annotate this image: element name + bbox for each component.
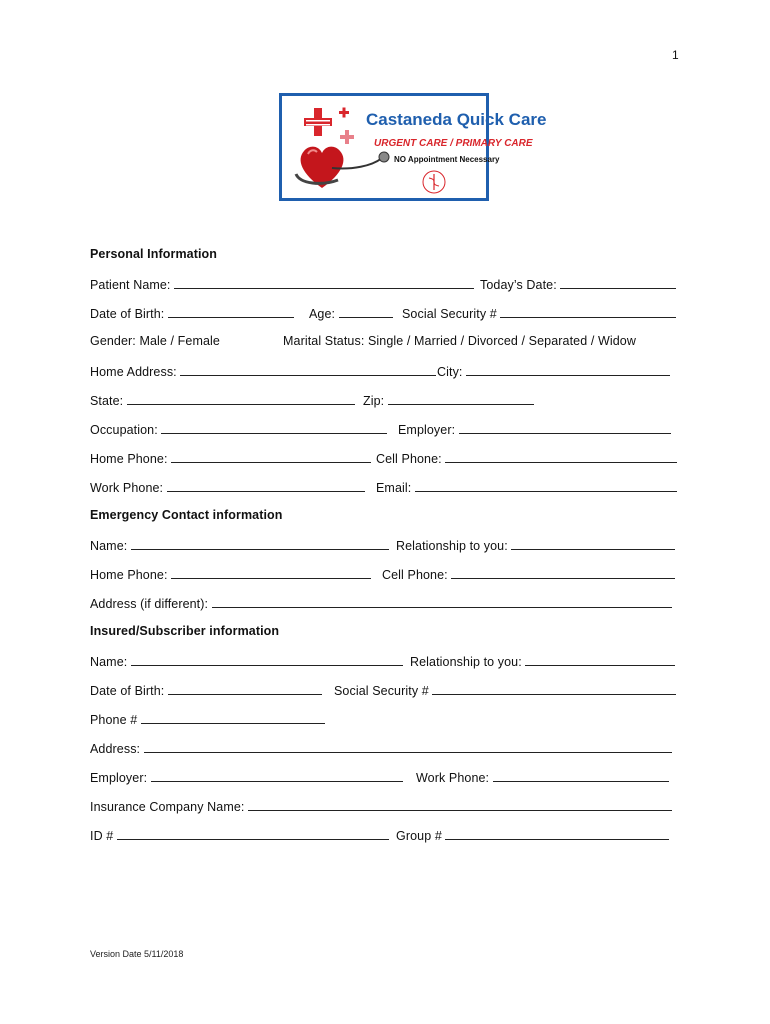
insured-work-phone-field[interactable] <box>416 769 669 785</box>
insured-dob-line <box>168 682 322 695</box>
occupation-field[interactable] <box>90 421 387 437</box>
section-heading-personal: Personal Information <box>90 247 218 261</box>
insured-employer-field[interactable] <box>90 769 403 785</box>
ssn-line <box>500 305 676 318</box>
todays-date-field[interactable] <box>480 276 676 292</box>
home-address-field[interactable] <box>90 363 436 379</box>
age-field[interactable] <box>309 305 393 321</box>
work-phone-label: Work Phone: <box>90 481 164 495</box>
employer-label: Employer: <box>398 423 456 437</box>
email-field[interactable] <box>376 479 677 495</box>
zip-line <box>388 392 534 405</box>
brand-note: NO Appointment Necessary <box>394 155 500 164</box>
insurance-company-field[interactable] <box>90 798 672 814</box>
group-number-label: Group # <box>396 829 442 843</box>
insured-name-field[interactable] <box>90 653 403 669</box>
insured-name-line <box>131 653 403 666</box>
insured-phone-field[interactable] <box>90 711 325 727</box>
patient-name-label: Patient Name: <box>90 278 171 292</box>
work-phone-field[interactable] <box>90 479 365 495</box>
insured-employer-line <box>151 769 403 782</box>
email-label: Email: <box>376 481 412 495</box>
age-label: Age: <box>309 307 336 321</box>
medical-cross-icon <box>304 108 332 136</box>
emergency-cell-phone-field[interactable] <box>382 566 675 582</box>
city-label: City: <box>437 365 463 379</box>
insured-name-label: Name: <box>90 655 128 669</box>
cell-phone-label: Cell Phone: <box>376 452 442 466</box>
cell-phone-field[interactable] <box>376 450 677 466</box>
home-phone-label: Home Phone: <box>90 452 168 466</box>
city-line <box>466 363 670 376</box>
emergency-relationship-label: Relationship to you: <box>396 539 508 553</box>
insured-ssn-label: Social Security # <box>334 684 429 698</box>
insured-relationship-line <box>525 653 675 666</box>
section-heading-insured: Insured/Subscriber information <box>90 624 280 638</box>
dob-line <box>168 305 294 318</box>
emergency-home-phone-line <box>171 566 371 579</box>
email-line <box>415 479 677 492</box>
emergency-address-field[interactable] <box>90 595 672 611</box>
small-cross-icon <box>340 130 354 144</box>
emergency-cell-phone-label: Cell Phone: <box>382 568 448 582</box>
dob-field[interactable] <box>90 305 294 321</box>
zip-field[interactable] <box>363 392 534 408</box>
emergency-relationship-field[interactable] <box>396 537 675 553</box>
group-number-field[interactable] <box>396 827 669 843</box>
insured-phone-label: Phone # <box>90 713 138 727</box>
home-phone-line <box>171 450 371 463</box>
zip-label: Zip: <box>363 394 385 408</box>
insurance-id-field[interactable] <box>90 827 389 843</box>
home-phone-field[interactable] <box>90 450 371 466</box>
insured-dob-field[interactable] <box>90 682 322 698</box>
page-number: 1 <box>672 48 679 62</box>
state-field[interactable] <box>90 392 355 408</box>
emergency-home-phone-label: Home Phone: <box>90 568 168 582</box>
gender-field[interactable]: Gender: Male / Female <box>90 334 220 348</box>
emergency-address-label: Address (if different): <box>90 597 209 611</box>
occupation-line <box>161 421 387 434</box>
employer-line <box>459 421 671 434</box>
home-address-label: Home Address: <box>90 365 177 379</box>
dob-label: Date of Birth: <box>90 307 165 321</box>
logo-graphic <box>282 96 547 198</box>
marital-status-field[interactable]: Marital Status: Single / Married / Divorced / Separated / Widow <box>283 334 636 348</box>
home-address-line <box>180 363 436 376</box>
patient-name-line <box>174 276 474 289</box>
brand-tagline: URGENT CARE / PRIMARY CARE <box>374 138 533 149</box>
insured-employer-label: Employer: <box>90 771 148 785</box>
insurance-id-label: ID # <box>90 829 114 843</box>
insured-address-label: Address: <box>90 742 141 756</box>
section-heading-emergency: Emergency Contact information <box>90 508 283 522</box>
insured-work-phone-label: Work Phone: <box>416 771 490 785</box>
insurance-id-line <box>117 827 389 840</box>
insured-relationship-label: Relationship to you: <box>410 655 522 669</box>
emergency-name-label: Name: <box>90 539 128 553</box>
insured-relationship-field[interactable] <box>410 653 675 669</box>
occupation-label: Occupation: <box>90 423 158 437</box>
todays-date-line <box>560 276 676 289</box>
insured-phone-line <box>141 711 325 724</box>
emergency-cell-phone-line <box>451 566 675 579</box>
group-number-line <box>445 827 669 840</box>
emergency-name-line <box>131 537 389 550</box>
emergency-home-phone-field[interactable] <box>90 566 371 582</box>
insured-ssn-field[interactable] <box>334 682 676 698</box>
plus-icon <box>339 108 349 118</box>
insured-address-field[interactable] <box>90 740 672 756</box>
state-line <box>127 392 355 405</box>
work-phone-line <box>167 479 365 492</box>
brand-name: Castaneda Quick Care <box>366 110 547 129</box>
insurance-company-line <box>248 798 672 811</box>
emergency-name-field[interactable] <box>90 537 389 553</box>
patient-name-field[interactable] <box>90 276 474 292</box>
cell-phone-line <box>445 450 677 463</box>
ssn-field[interactable] <box>402 305 676 321</box>
caduceus-seal-icon <box>423 171 445 193</box>
employer-field[interactable] <box>398 421 671 437</box>
emergency-relationship-line <box>511 537 675 550</box>
insured-address-line <box>144 740 672 753</box>
age-line <box>339 305 393 318</box>
version-date: Version Date 5/11/2018 <box>90 949 184 959</box>
insured-dob-label: Date of Birth: <box>90 684 165 698</box>
ssn-label: Social Security # <box>402 307 497 321</box>
insured-ssn-line <box>432 682 676 695</box>
heart-stethoscope-icon <box>296 147 389 188</box>
insurance-company-label: Insurance Company Name: <box>90 800 245 814</box>
emergency-address-line <box>212 595 672 608</box>
insured-work-phone-line <box>493 769 669 782</box>
state-label: State: <box>90 394 124 408</box>
clinic-logo <box>279 93 547 201</box>
todays-date-label: Today’s Date: <box>480 278 557 292</box>
city-field[interactable] <box>437 363 670 379</box>
